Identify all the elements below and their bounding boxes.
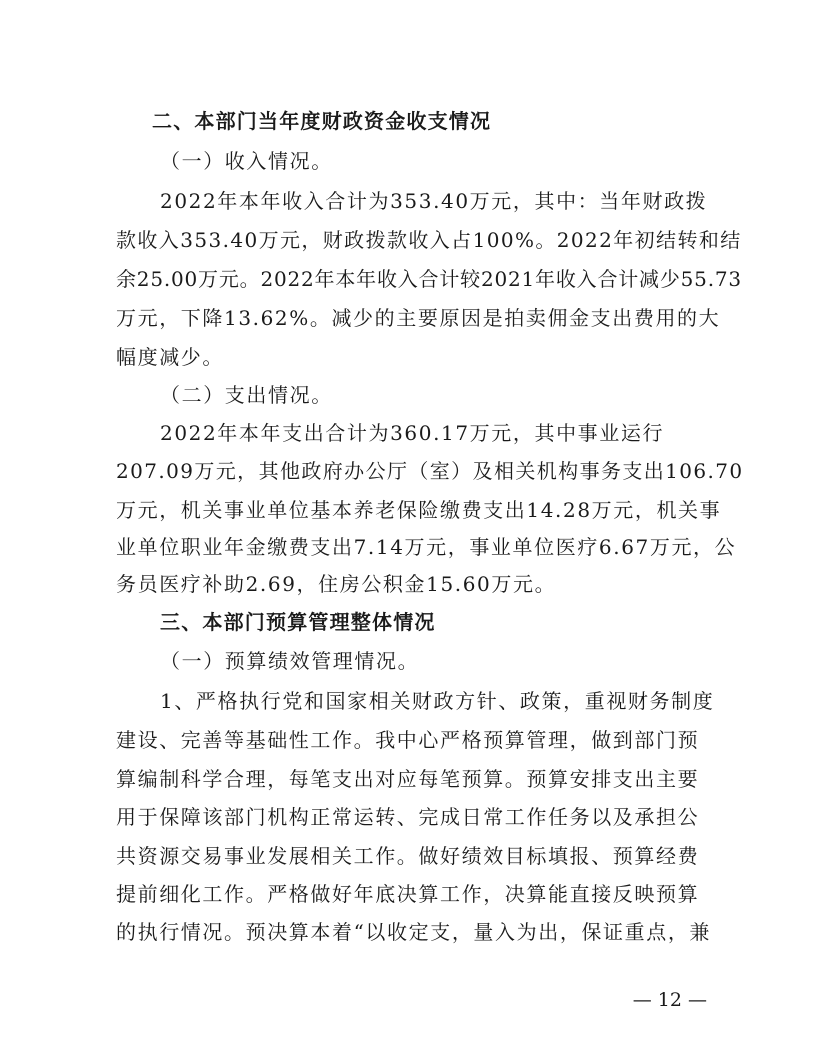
subheading-income: （一）收入情况。: [160, 149, 333, 173]
section-heading-two: 二、本部门当年度财政资金收支情况: [152, 109, 492, 133]
paragraph-expenditure-line-3: 万元，机关事业单位基本养老保险缴费支出14.28万元，机关事: [116, 498, 722, 522]
paragraph-performance-line-6: 提前细化工作。严格做好年底决算工作，决算能直接反映预算: [116, 882, 700, 906]
paragraph-performance-line-2: 建设、完善等基础性工作。我中心严格预算管理，做到部门预: [116, 728, 700, 752]
paragraph-performance-line-5: 共资源交易事业发展相关工作。做好绩效目标填报、预算经费: [116, 844, 700, 868]
subheading-expenditure: （二）支出情况。: [160, 383, 333, 407]
paragraph-performance-line-7: 的执行情况。预决算本着“以收定支，量入为出，保证重点，兼: [116, 920, 712, 944]
paragraph-expenditure-line-5: 务员医疗补助2.69，住房公积金15.60万元。: [116, 572, 557, 596]
paragraph-performance-line-1: 1、严格执行党和国家相关财政方针、政策，重视财务制度: [160, 689, 715, 713]
section-heading-three: 三、本部门预算管理整体情况: [160, 610, 436, 634]
paragraph-performance-line-3: 算编制科学合理，每笔支出对应每笔预算。预算安排支出主要: [116, 767, 700, 791]
paragraph-expenditure-line-4: 业单位职业年金缴费支出7.14万元，事业单位医疗6.67万元，公: [116, 535, 737, 559]
paragraph-expenditure-line-2: 207.09万元，其他政府办公厅（室）及相关机构事务支出106.70: [116, 459, 744, 483]
page-number: — 12 —: [632, 989, 707, 1011]
paragraph-income-line-1: 2022年本年收入合计为353.40万元，其中：当年财政拨: [160, 189, 708, 213]
paragraph-income-line-3: 余25.00万元。2022年本年收入合计较2021年收入合计减少55.73: [116, 267, 742, 291]
paragraph-income-line-5: 幅度减少。: [116, 345, 224, 369]
paragraph-expenditure-line-1: 2022年本年支出合计为360.17万元，其中事业运行: [160, 421, 665, 445]
paragraph-income-line-4: 万元，下降13.62%。减少的主要原因是拍卖佣金支出费用的大: [116, 306, 721, 330]
subheading-performance: （一）预算绩效管理情况。: [160, 649, 420, 673]
paragraph-income-line-2: 款收入353.40万元，财政拨款收入占100%。2022年初结转和结: [116, 228, 742, 252]
paragraph-performance-line-4: 用于保障该部门机构正常运转、完成日常工作任务以及承担公: [116, 805, 700, 829]
